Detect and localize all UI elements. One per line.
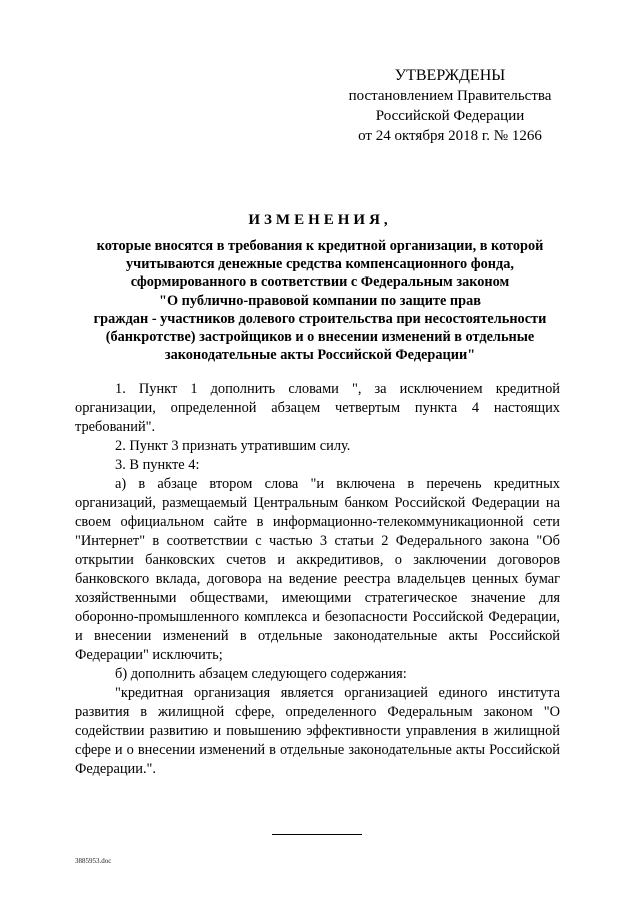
paragraph-item-3: 3. В пункте 4: (115, 457, 200, 473)
subtitle-line: законодательные акты Российской Федерации" (164, 347, 476, 364)
paragraph-subitem-a: а) в абзаце втором слова "и включена в перечень кредитных организаций, размещаемый Центральным банком Российской Федерации на своем официальном сайте в информационно-телекоммуникационной сети "Интернет" в соответствии с частью 3 статьи 2 Федерального закона "Об открытии банковских счетов и аккредитивов, о заключении договоров банковского вклада, договора на ведение реестра владельцев ценных бумаг хозяйственными обществами, имеющими стратегическое значение для оборонно-промышленного комплекса и безопасности Российской Федерации, и внесении изменений в отдельные законодательные акты Российской Федерации" исключить; (75, 476, 560, 663)
document-subtitle (75, 237, 565, 364)
approval-line-government: Российской Федерации (375, 108, 525, 124)
subtitle-line: которые вносятся в требования к кредитной организации, в которой (96, 238, 544, 254)
approval-line-date-number: от 24 октября 2018 г. № 1266 (358, 128, 542, 144)
subtitle-line: (банкротстве) застройщиков и о внесении изменений в отдельные (105, 329, 535, 346)
paragraph-subitem-b: б) дополнить абзацем следующего содержания: (115, 666, 407, 682)
paragraph-item-1: 1. Пункт 1 дополнить словами ", за исключением кредитной организации, определенной абзацем четвертым пункта 4 настоящих требований". (75, 381, 560, 435)
approval-line-resolution: постановлением Правительства (348, 88, 552, 104)
subtitle-line: "О публично-правовой компании по защите прав (159, 292, 481, 309)
subtitle-line: сформированного в соответствии с Федеральным законом (130, 274, 510, 291)
approval-heading: УТВЕРЖДЕНЫ (394, 67, 506, 84)
subtitle-line: учитываются денежные средства компенсационного фонда, (126, 256, 514, 273)
separator-line (272, 834, 362, 835)
subtitle-line: граждан - участников долевого строительства при несостоятельности (93, 310, 547, 327)
document-title: ИЗМЕНЕНИЯ, (248, 212, 392, 228)
approval-block (330, 66, 570, 146)
paragraph-item-2: 2. Пункт 3 признать утратившим силу. (115, 438, 351, 454)
file-reference: 3885953.doc (75, 857, 112, 865)
paragraph-quoted-text: "кредитная организация является организацией единого института развития в жилищной сфере, определенного Федеральным законом "О содействии развитию и повышению эффективности управления в жилищной сфере и о внесении изменений в отдельные законодательные акты Российской Федерации.". (75, 685, 560, 777)
document-body (75, 380, 560, 779)
